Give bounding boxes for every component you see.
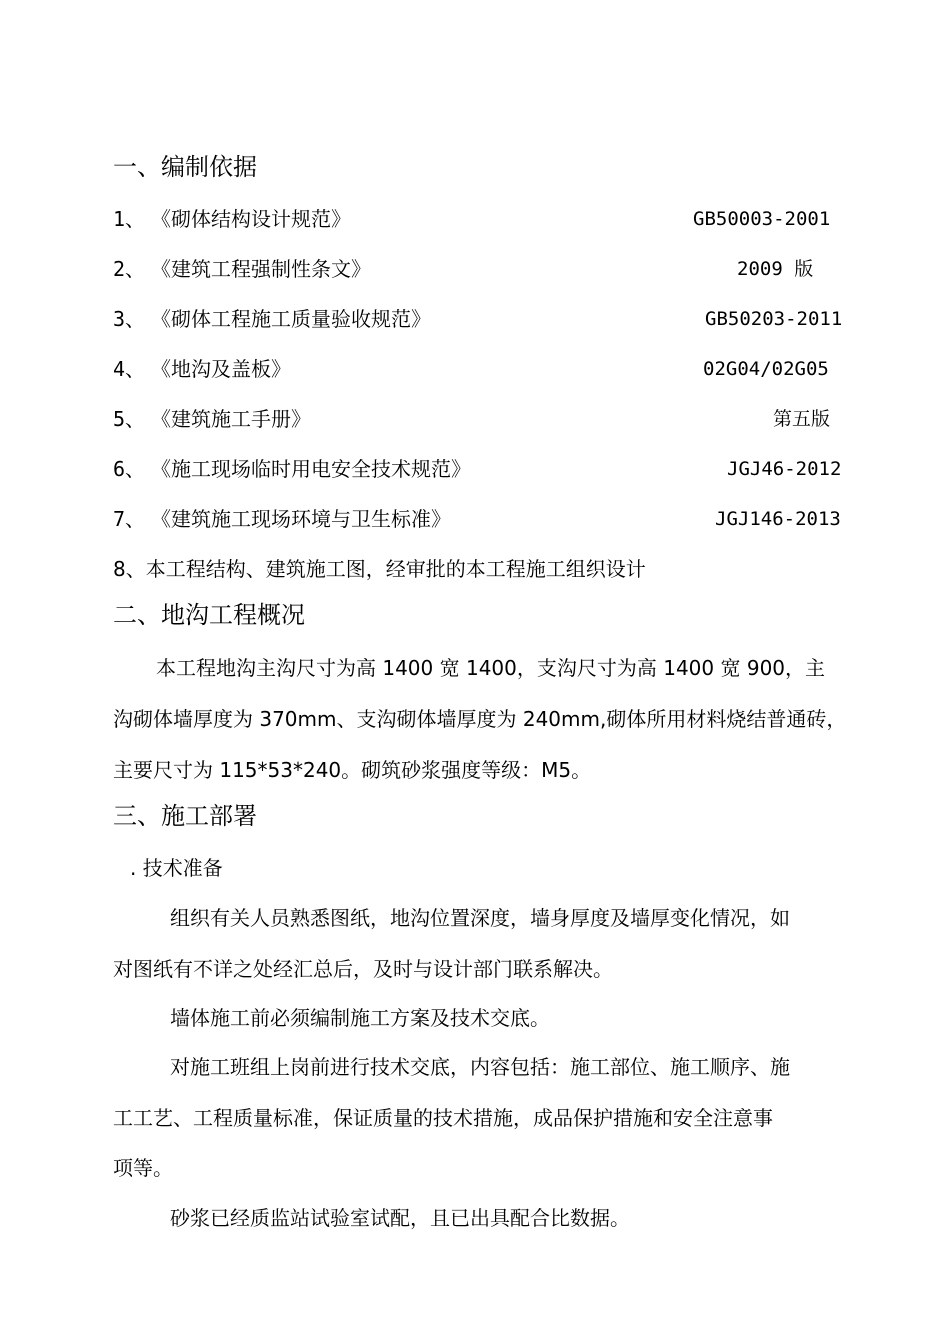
reference-number: 5、 [113,407,146,431]
reference-item-3 [113,304,843,334]
reference-title: 《地沟及盖板》 [151,357,292,381]
briefing-paragraph-line: 对施工班组上岗前进行技术交底，内容包括：施工部位、施工顺序、施 [170,1055,790,1079]
section-heading-deployment: 三、施工部署 [113,802,257,830]
reference-item-4 [113,354,843,384]
reference-code: GB50003-2001 [693,208,831,230]
reference-code: JGJ146-2013 [715,508,841,530]
reference-title: 《施工现场临时用电安全技术规范》 [151,457,472,481]
reference-number: 3、 [113,307,146,331]
overview-paragraph-line: 本工程地沟主沟尺寸为高 1400 宽 1400，支沟尺寸为高 1400 宽 900，主 [156,656,826,680]
mortar-paragraph: 砂浆已经质监站试验室试配，且已出具配合比数据。 [170,1206,630,1230]
sub-heading-technical-prep: . 技术准备 [130,856,223,880]
reference-code: GB50203-2011 [705,308,843,330]
section-heading-basis: 一、编制依据 [113,153,257,181]
overview-paragraph-line: 沟砌体墙厚度为 370mm、支沟砌体墙厚度为 240mm,砌体所用材料烧结普通砖， [113,707,847,731]
prep-paragraph: 墙体施工前必须编制施工方案及技术交底。 [170,1006,550,1030]
reference-number: 1、 [113,207,146,231]
reference-number: 7、 [113,507,146,531]
prep-paragraph-line: 组织有关人员熟悉图纸，地沟位置深度，墙身厚度及墙厚变化情况，如 [170,906,790,930]
reference-title: 《建筑施工手册》 [151,407,312,431]
reference-code: JGJ46-2012 [727,458,842,480]
reference-number: 2、 [113,257,146,281]
reference-code: 02G04/02G05 [703,358,829,380]
reference-number: 4、 [113,357,146,381]
reference-item-8: 8、本工程结构、建筑施工图，经审批的本工程施工组织设计 [113,557,646,581]
prep-paragraph-line: 对图纸有不详之处经汇总后，及时与设计部门联系解决。 [113,957,613,981]
reference-code: 2009 版 [737,258,814,280]
reference-item-7 [113,504,843,534]
reference-title: 《砌体结构设计规范》 [151,207,352,231]
reference-title: 《砌体工程施工质量验收规范》 [151,307,432,331]
briefing-paragraph-line: 项等。 [113,1156,173,1180]
section-heading-overview: 二、地沟工程概况 [113,601,305,629]
briefing-paragraph-line: 工工艺、工程质量标准，保证质量的技术措施，成品保护措施和安全注意事 [113,1106,773,1130]
reference-title: 《建筑工程强制性条文》 [151,257,372,281]
reference-item-6 [113,454,843,484]
reference-item-5 [113,404,843,434]
reference-item-1 [113,204,843,234]
reference-number: 6、 [113,457,146,481]
overview-paragraph-line: 主要尺寸为 115*53*240。砌筑砂浆强度等级：M5。 [113,758,592,782]
reference-code: 第五版 [773,408,831,430]
reference-title: 《建筑施工现场环境与卫生标准》 [151,507,452,531]
reference-item-2 [113,254,843,284]
